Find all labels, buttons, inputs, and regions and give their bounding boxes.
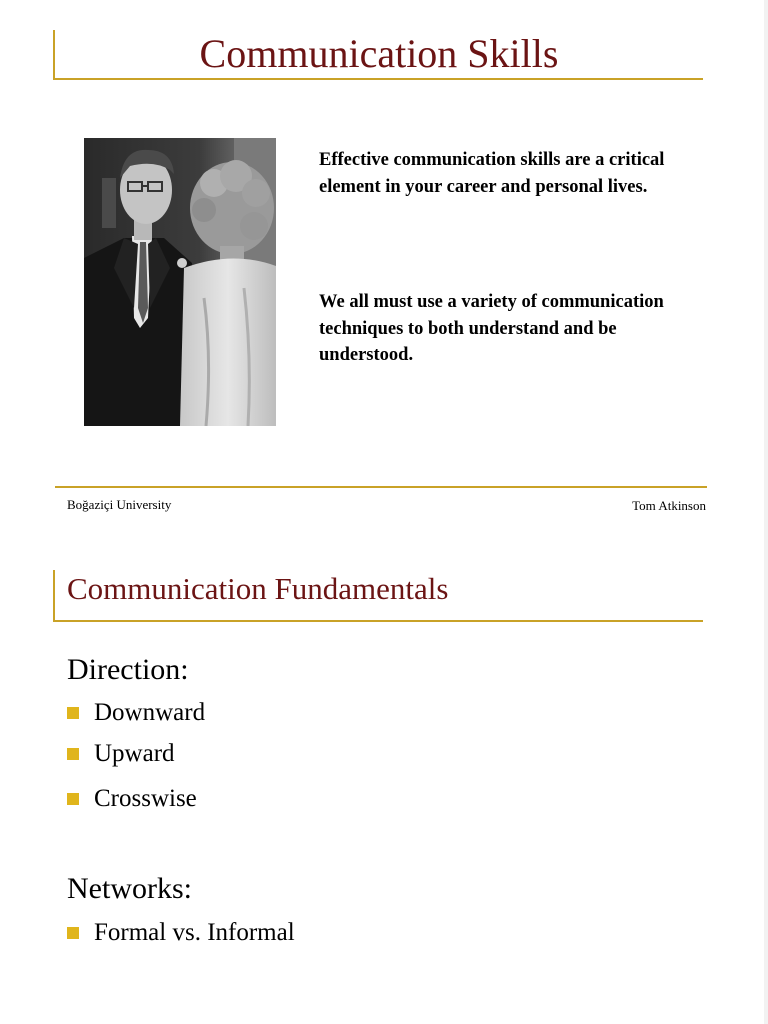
footer-institution: Boğaziçi University <box>67 497 172 512</box>
section-heading-direction: Direction: <box>67 653 189 686</box>
footer-author: Tom Atkinson <box>632 498 706 513</box>
list-item <box>67 697 205 729</box>
paragraph-techniques: We all must use a variety of communication techniques to both understand and be understood. <box>319 292 664 365</box>
two-people-talking-photo <box>84 138 276 426</box>
square-bullet-icon <box>67 748 79 760</box>
list-item-text: Formal vs. Informal <box>94 919 295 946</box>
title-underline <box>53 620 703 622</box>
slide-title: Communication Skills <box>199 31 559 76</box>
list-item <box>67 917 295 949</box>
slide-communication-fundamentals <box>0 540 768 1024</box>
list-item-text: Crosswise <box>94 785 197 812</box>
section-heading-networks: Networks: <box>67 872 192 905</box>
slide-edge <box>764 0 768 540</box>
slide-edge <box>764 540 768 1024</box>
title-accent-bar <box>53 570 55 620</box>
list-item <box>67 783 197 815</box>
square-bullet-icon <box>67 927 79 939</box>
title-underline <box>53 78 703 80</box>
list-item-text: Upward <box>94 740 175 767</box>
square-bullet-icon <box>67 793 79 805</box>
slide-title: Communication Fundamentals <box>67 571 449 606</box>
list-item-text: Downward <box>94 699 206 726</box>
list-item <box>67 738 175 770</box>
square-bullet-icon <box>67 707 79 719</box>
paragraph-importance: Effective communication skills are a critical element in your career and personal lives. <box>319 150 665 197</box>
footer-rule <box>55 486 707 488</box>
